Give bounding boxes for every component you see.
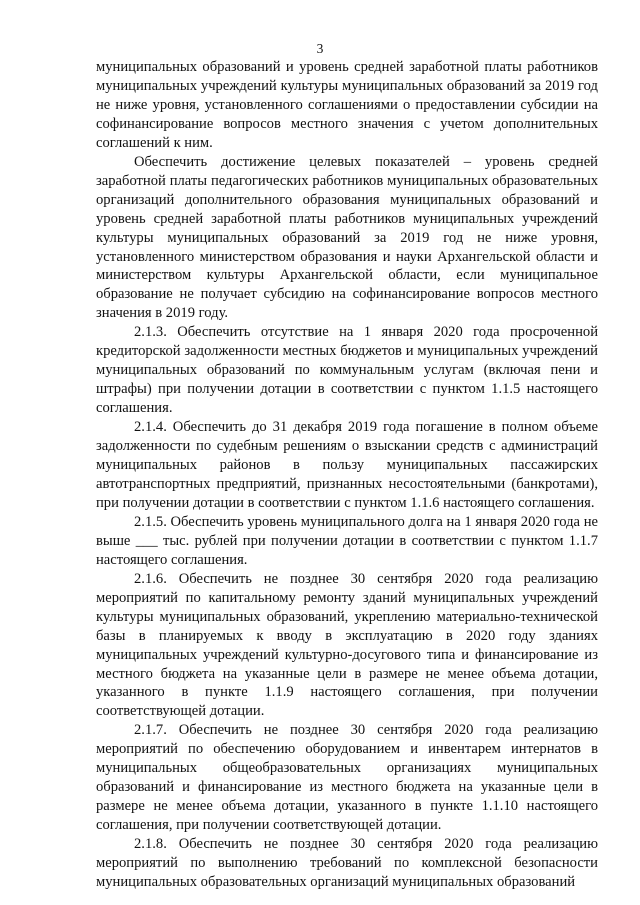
paragraph-2-1-8: 2.1.8. Обеспечить не позднее 30 сентября 2020 года реализацию мероприятий по выполнению требований по комплексной безопасности муниципальных образовательных организаций муниципальных образований [96,836,598,890]
page-number: 3 [316,41,324,56]
paragraph-2-1-6: 2.1.6. Обеспечить не позднее 30 сентября 2020 года реализацию мероприятий по капитальному ремонту зданий муниципальных учреждений культуры муниципальных образований, укреплению материально-технической базы в планируемых к вводу в эксплуатацию в 2020 году зданиях муниципальных учреждений культурно-досугового типа и финансирование из местного бюджета на указанные цели в размере не менее объема дотации, указанного в пункте 1.1.9 настоящего соглашения, при получении соответствующей дотации. [96,570,598,720]
paragraph-target-indicators: Обеспечить достижение целевых показателей – уровень средней заработной платы педагогических работников муниципальных образовательных организаций дополнительного образования муниципальных образований и уровень средней заработной платы работников муниципальных учреждений культуры муниципальных образований за 2019 год не ниже уровня, установленного министерством образования и науки Архангельской области и министерством культуры Архангельской области, если муниципальное образование не получает субсидию на софинансирование вопросов местного значения в 2019 году. [96,153,598,322]
paragraph-continuation: муниципальных образований и уровень средней заработной платы работников муниципальных учреждений культуры муниципальных образований за 2019 год не ниже уровня, установленного соглашениями о предоставлении субсидии на софинансирование вопросов местного значения с учетом дополнительных соглашений к ним. [96,59,598,151]
document-body [96,58,598,892]
paragraph-2-1-5: 2.1.5. Обеспечить уровень муниципального долга на 1 января 2020 года не выше ___ тыс. рублей при получении дотации в соответствии с пунктом 1.1.7 настоящего соглашения. [96,513,598,568]
paragraph-2-1-3: 2.1.3. Обеспечить отсутствие на 1 января 2020 года просроченной кредиторской задолженности местных бюджетов и муниципальных учреждений муниципальных образований по коммунальным услугам (включая пени и штрафы) при получении дотации в соответствии с пунктом 1.1.5 настоящего соглашения. [96,324,598,417]
paragraph-2-1-4: 2.1.4. Обеспечить до 31 декабря 2019 года погашение в полном объеме задолженности по судебным решениям о взыскании средств с администраций муниципальных районов в пользу муниципальных пассажирских автотранспортных предприятий, признанных несостоятельными (банкротами), при получении дотации в соответствии с пунктом 1.1.6 настоящего соглашения. [96,419,598,511]
paragraph-2-1-7: 2.1.7. Обеспечить не позднее 30 сентября 2020 года реализацию мероприятий по обеспечению оборудованием и инвентарем интернатов в муниципальных общеобразовательных организациях муниципальных образований и финансирование из местного бюджета на указанные цели в размере не менее объема дотации, указанного в пункте 1.1.10 настоящего соглашения, при получении соответствующей дотации. [96,722,598,834]
